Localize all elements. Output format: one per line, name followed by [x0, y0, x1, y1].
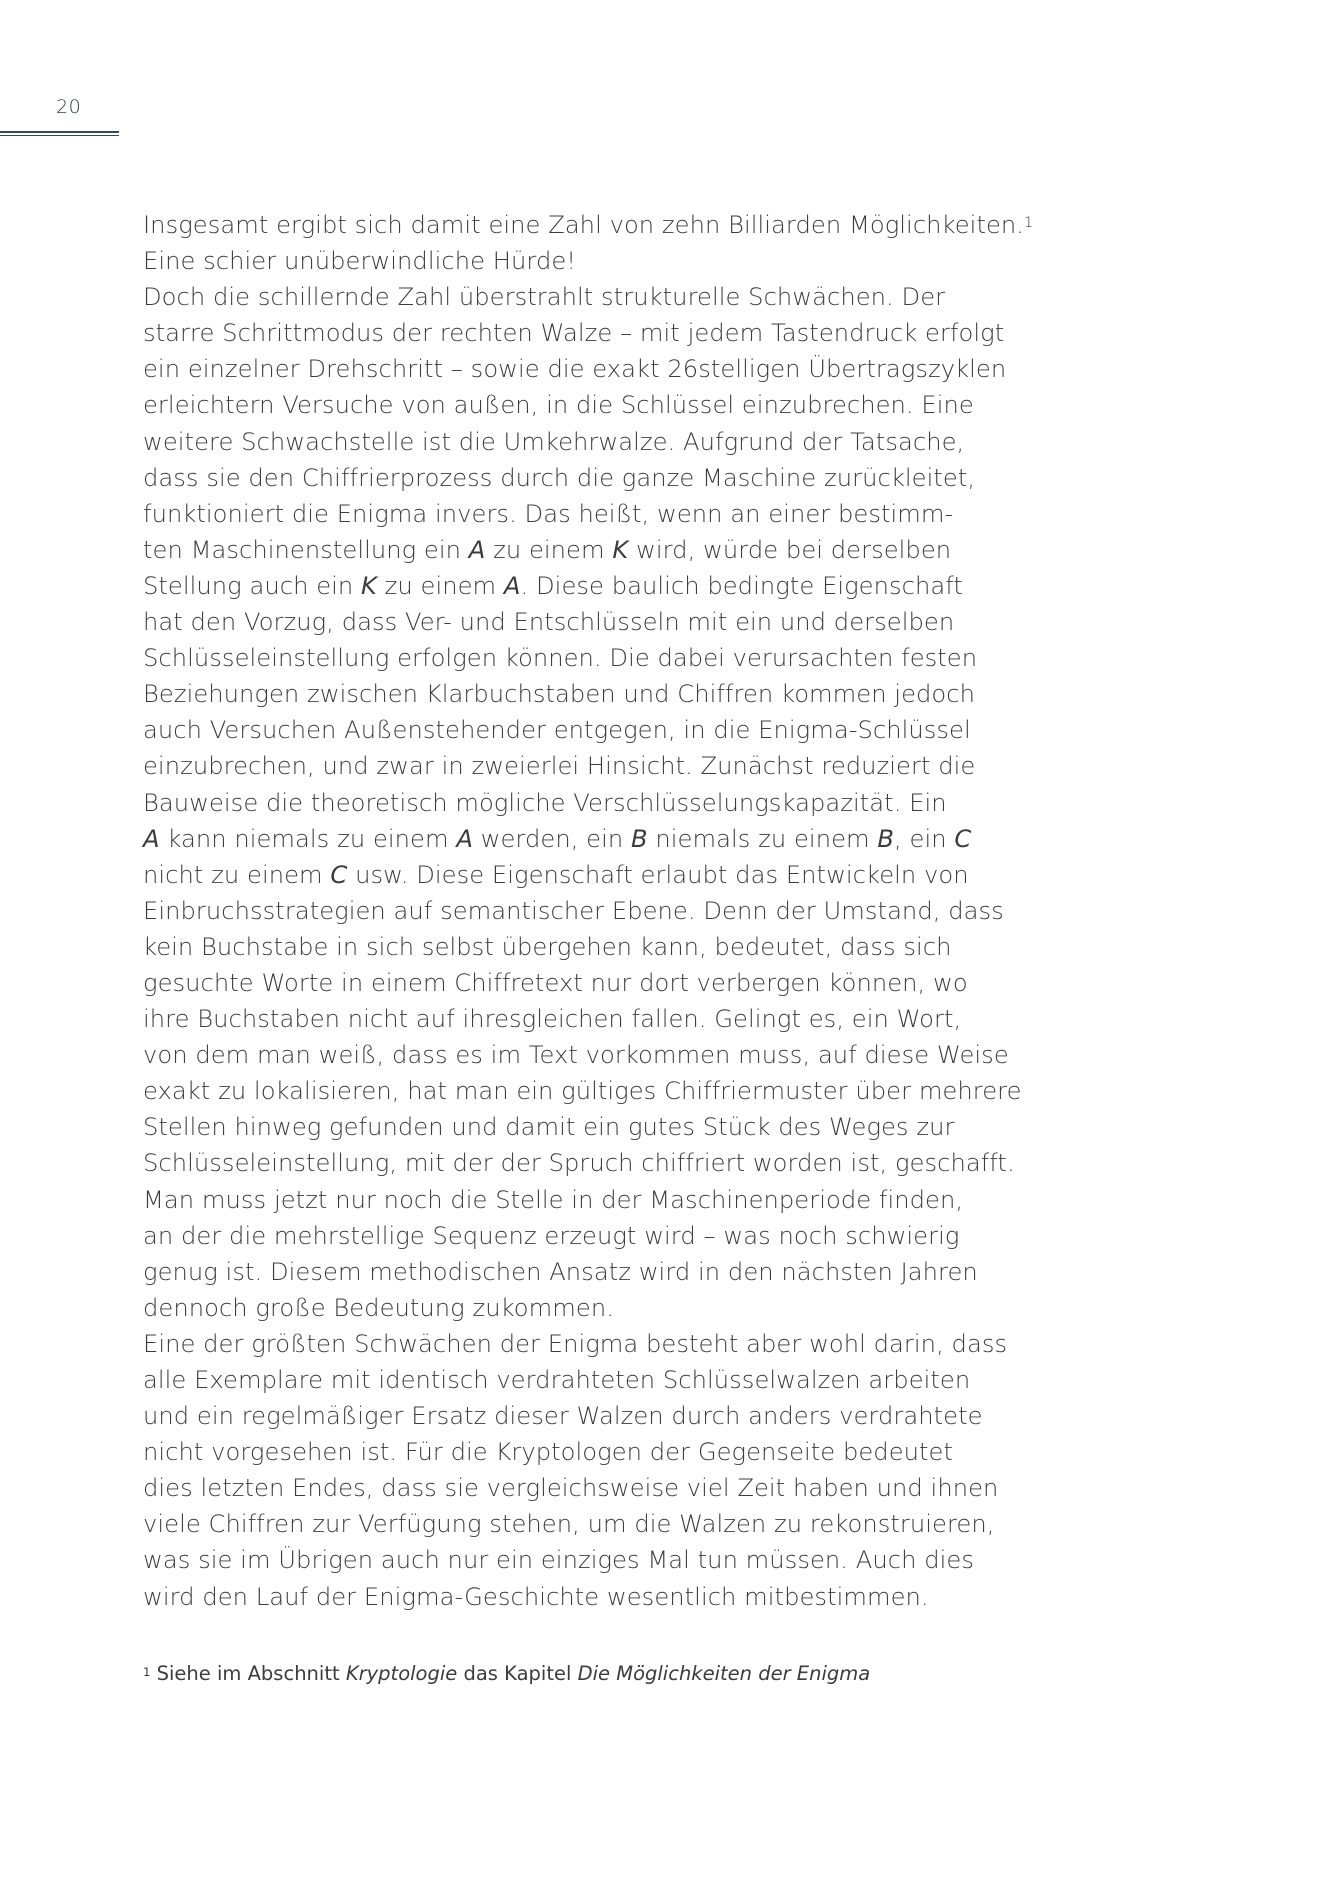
text-line — [143, 279, 1043, 315]
italic-text: A — [503, 571, 521, 600]
text-run: niemals zu einem — [647, 824, 878, 853]
text-line — [143, 1326, 1043, 1362]
footnote-marker: 1 — [1024, 215, 1034, 231]
text-run: wird, würde bei derselben — [628, 535, 952, 564]
text-line — [143, 893, 1043, 929]
text-run: Schlüsseleinstellung erfolgen können. Die dabei verursachten festen — [143, 644, 978, 673]
text-line — [143, 1470, 1043, 1506]
text-line — [143, 1398, 1043, 1434]
text-line — [143, 1182, 1043, 1218]
text-run: Bauweise die theoretisch mögliche Verschlüsselungskapazität. Ein — [143, 788, 947, 817]
text-line — [143, 965, 1043, 1001]
text-line — [143, 424, 1043, 460]
text-line — [143, 857, 1043, 893]
text-run: alle Exemplare mit identisch verdrahteten Schlüsselwalzen arbeiten — [143, 1366, 971, 1394]
text-run: . Diese baulich bedingte Eigenschaft — [520, 571, 963, 600]
italic-text: C — [330, 860, 348, 889]
text-line — [143, 785, 1043, 821]
text-line — [143, 1109, 1043, 1145]
text-line — [143, 207, 1043, 243]
text-line — [143, 568, 1043, 604]
text-run: kein Buchstabe in sich selbst übergehen kann, bedeutet, dass sich — [143, 932, 952, 961]
text-line — [143, 640, 1043, 676]
text-run: von dem man weiß, dass es im Text vorkommen muss, auf diese Weise — [143, 1041, 1009, 1070]
text-line — [143, 1542, 1043, 1578]
text-run: werden, ein — [472, 824, 632, 853]
text-line — [143, 1290, 1043, 1326]
text-line — [143, 1037, 1043, 1073]
text-line — [143, 929, 1043, 965]
footnote-marker: 1 — [143, 1665, 151, 1679]
text-run: zu einem — [376, 571, 504, 600]
text-run: Man muss jetzt nur noch die Stelle in der Maschinenperiode finden, — [143, 1185, 964, 1214]
text-run: dies letzten Endes, dass sie vergleichsweise viel Zeit haben und ihnen — [143, 1474, 999, 1503]
text-line — [143, 1145, 1043, 1181]
page-number: 20 — [56, 96, 82, 118]
text-run: Eine schier unüberwindliche Hürde! — [143, 247, 577, 276]
text-run: Insgesamt ergibt sich damit eine Zahl von zehn Billiarden Möglichkeiten. — [143, 211, 1025, 239]
text-run: kann niemals zu einem — [159, 824, 457, 853]
italic-text: B — [631, 824, 648, 853]
text-run: wird den Lauf der Enigma-Geschichte wesentlich mitbestimmen. — [143, 1582, 929, 1611]
text-run: auch Versuchen Außenstehender entgegen, in die Enigma-Schlüssel — [143, 716, 971, 745]
text-line — [143, 1506, 1043, 1542]
text-run: funktioniert die Enigma invers. Das heißt, wenn an einer bestimm- — [143, 499, 954, 528]
text-run: usw. Diese Eigenschaft erlaubt das Entwickeln von — [347, 860, 969, 889]
text-run: das Kapitel — [457, 1662, 578, 1685]
text-run: Stellen hinweg gefunden und damit ein gutes Stück des Weges zur — [143, 1113, 955, 1142]
text-run: Doch die schillernde Zahl überstrahlt strukturelle Schwächen. Der — [143, 283, 946, 312]
italic-text: A — [143, 824, 160, 853]
text-run: zu einem — [485, 535, 613, 564]
text-run: ein einzelner Drehschritt – sowie die exakt 26stelligen Übertragszyklen — [143, 355, 1007, 384]
text-run: Siehe im Abschnitt — [150, 1662, 346, 1685]
text-run: weitere Schwachstelle ist die Umkehrwalze. Aufgrund der Tatsache, — [143, 427, 965, 456]
header-rule-thin — [0, 135, 119, 136]
text-run: was sie im Übrigen auch nur ein einziges Mal tun müssen. Auch dies — [143, 1546, 974, 1575]
text-run: und ein regelmäßiger Ersatz dieser Walzen durch anders verdrahtete — [143, 1402, 983, 1431]
text-line — [143, 748, 1043, 784]
text-run: gesuchte Worte in einem Chiffretext nur dort verbergen können, wo — [143, 968, 968, 997]
text-line — [143, 496, 1043, 532]
text-line — [143, 1434, 1043, 1470]
italic-text: A — [456, 824, 473, 853]
text-run: an der die mehrstellige Sequenz erzeugt wird – was noch schwierig — [143, 1221, 960, 1250]
text-line — [143, 315, 1043, 351]
text-line — [143, 1073, 1043, 1109]
text-run: Einbruchsstrategien auf semantischer Ebene. Denn der Umstand, dass — [143, 896, 1004, 925]
text-run: nicht vorgesehen ist. Für die Kryptologen der Gegenseite bedeutet — [143, 1438, 954, 1467]
italic-text: B — [877, 824, 895, 853]
text-run: , ein — [894, 824, 955, 853]
text-line — [143, 243, 1043, 279]
text-run: nicht zu einem — [143, 860, 331, 889]
italic-text: Die Möglichkeiten der Enigma — [577, 1662, 871, 1685]
text-line — [143, 821, 1043, 857]
text-run: Eine der größten Schwächen der Enigma besteht aber wohl darin, dass — [143, 1329, 1008, 1358]
italic-text: C — [954, 824, 972, 853]
text-line — [143, 1254, 1043, 1290]
text-run: ten Maschinenstellung ein — [143, 535, 469, 564]
italic-text: K — [361, 571, 377, 600]
text-line — [143, 387, 1043, 423]
text-run: erleichtern Versuche von außen, in die Schlüssel einzubrechen. Eine — [143, 391, 974, 420]
footnote — [143, 1660, 1143, 1688]
text-line — [143, 712, 1043, 748]
text-line — [143, 1579, 1043, 1615]
text-run: Stellung auch ein — [143, 571, 362, 600]
text-line — [143, 460, 1043, 496]
text-run: Schlüsseleinstellung, mit der der Spruch chiffriert worden ist, geschafft. — [143, 1149, 1015, 1178]
text-run: dennoch große Bedeutung zukommen. — [143, 1293, 614, 1322]
text-run: starre Schrittmodus der rechten Walze – mit jedem Tastendruck erfolgt — [143, 319, 1005, 348]
text-run: einzubrechen, und zwar in zweierlei Hinsicht. Zunächst reduziert die — [143, 752, 976, 781]
text-line — [143, 1362, 1043, 1398]
body-text — [143, 207, 1043, 1615]
italic-text: K — [612, 535, 629, 564]
text-line — [143, 604, 1043, 640]
text-run: viele Chiffren zur Verfügung stehen, um die Walzen zu rekonstruieren, — [143, 1510, 995, 1539]
text-run: genug ist. Diesem methodischen Ansatz wird in den nächsten Jahren — [143, 1257, 978, 1286]
text-line — [143, 676, 1043, 712]
italic-text: Kryptologie — [345, 1662, 458, 1685]
text-run: exakt zu lokalisieren, hat man ein gültiges Chiffriermuster über mehrere — [143, 1077, 1022, 1106]
italic-text: A — [468, 535, 486, 564]
text-run: Beziehungen zwischen Klarbuchstaben und Chiffren kommen jedoch — [143, 680, 975, 709]
text-line — [143, 532, 1043, 568]
text-line — [143, 1218, 1043, 1254]
header-rule — [0, 131, 119, 133]
text-run: hat den Vorzug, dass Ver- und Entschlüsseln mit ein und derselben — [143, 608, 955, 637]
text-line — [143, 1001, 1043, 1037]
text-run: dass sie den Chiffrierprozess durch die ganze Maschine zurückleitet, — [143, 463, 976, 492]
text-line — [143, 351, 1043, 387]
text-run: ihre Buchstaben nicht auf ihresgleichen fallen. Gelingt es, ein Wort, — [143, 1005, 962, 1034]
